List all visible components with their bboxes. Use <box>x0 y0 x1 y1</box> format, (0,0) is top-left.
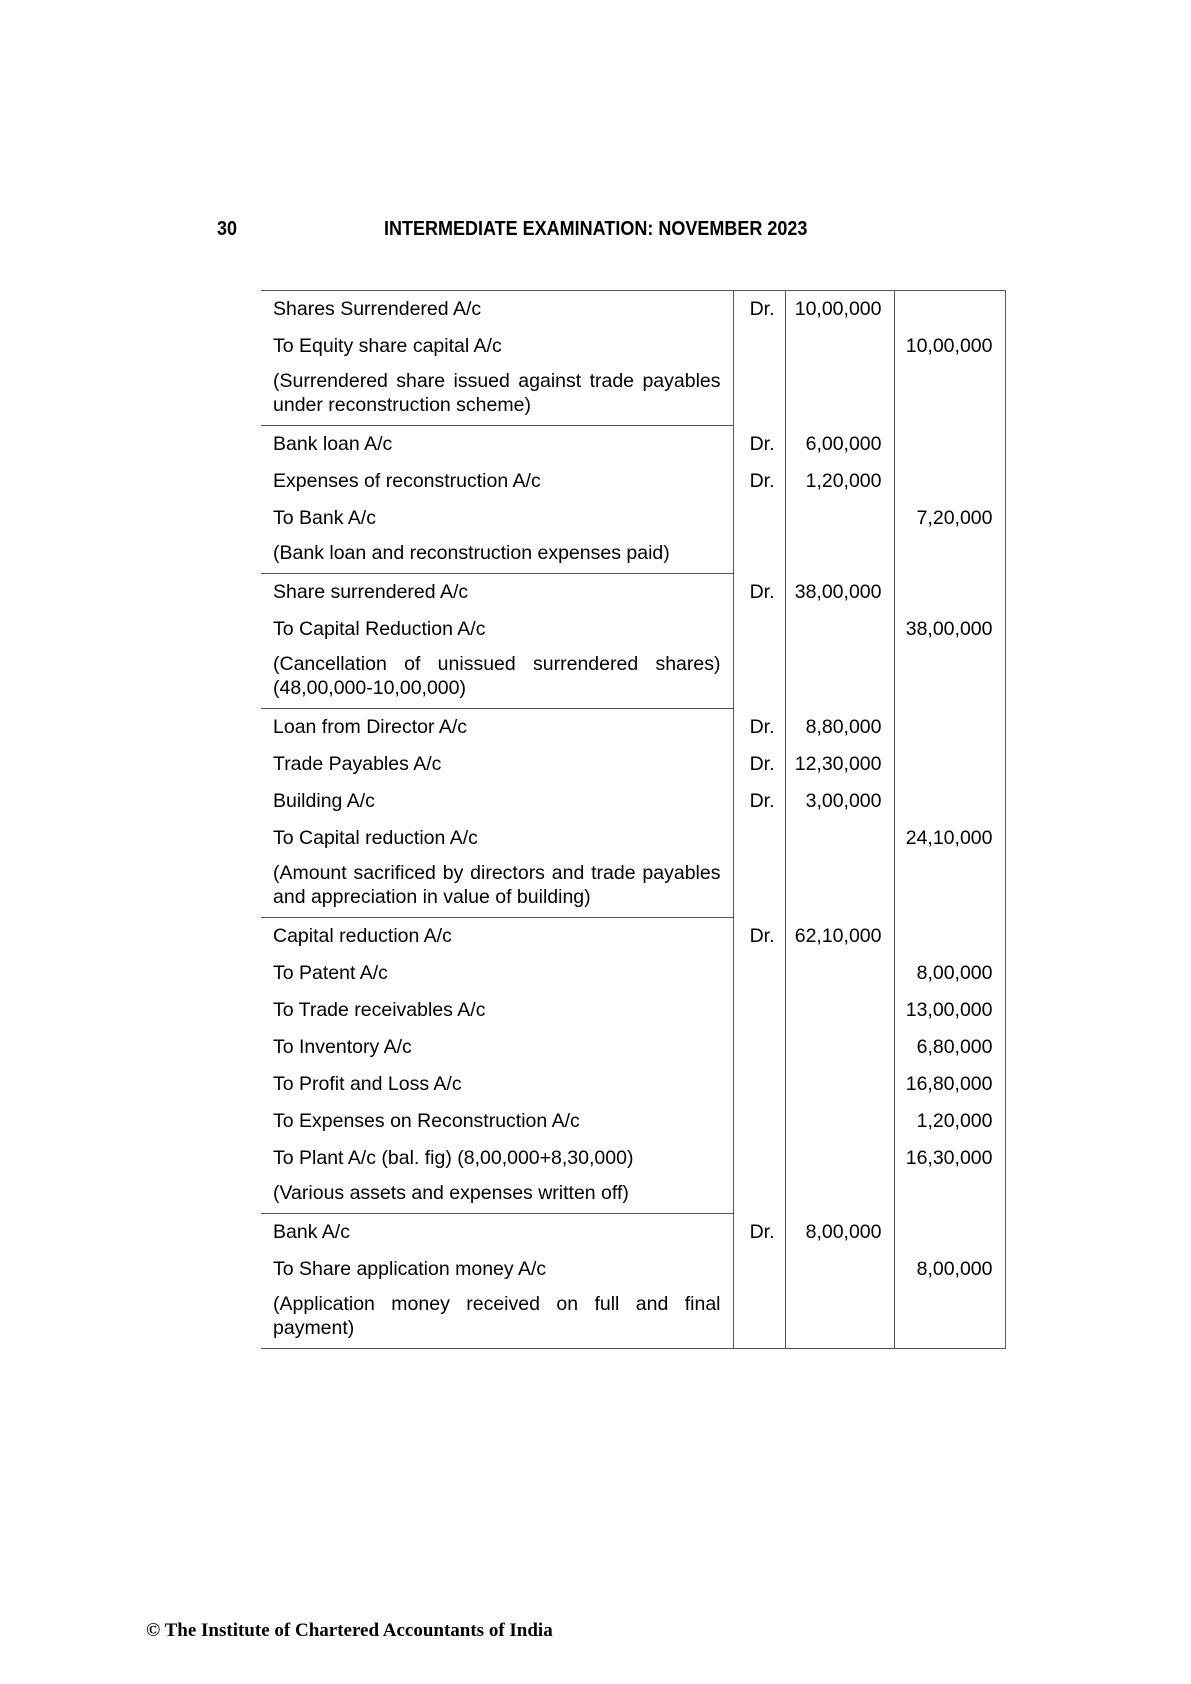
credit-amount-cell <box>894 918 1005 956</box>
empty-cell <box>733 1288 785 1349</box>
narration-text: (Amount sacrificed by directors and trade payables and appreciation in value of building) <box>273 862 721 908</box>
journal-line <box>261 992 1005 1029</box>
journal-line <box>261 611 1005 648</box>
narration-text: (Various assets and expenses written off) <box>273 1182 629 1204</box>
empty-cell <box>894 1177 1005 1214</box>
particular-cell: Trade Payables A/c <box>273 753 442 775</box>
narration-row <box>261 365 1005 426</box>
particular-cell: To Share application money A/c <box>273 1258 547 1280</box>
empty-cell <box>733 365 785 426</box>
narration-row <box>261 857 1005 918</box>
credit-amount-cell <box>894 463 1005 500</box>
particular-cell: Building A/c <box>273 790 375 812</box>
empty-cell <box>785 857 894 918</box>
narration-text: (Cancellation of unissued surrendered shares) (48,00,000-10,00,000) <box>273 653 721 699</box>
dr-marker-cell <box>733 1066 785 1103</box>
particular-cell: Capital reduction A/c <box>261 918 733 956</box>
dr-marker-cell <box>733 611 785 648</box>
empty-cell <box>785 365 894 426</box>
particular-cell: To Profit and Loss A/c <box>273 1073 462 1095</box>
dr-marker-cell: Dr. <box>733 1214 785 1252</box>
journal-line <box>261 1066 1005 1103</box>
journal-line <box>261 463 1005 500</box>
particular-cell: To Capital reduction A/c <box>273 827 478 849</box>
narration-row <box>261 1177 1005 1214</box>
debit-amount-cell <box>785 955 894 992</box>
dr-marker-cell: Dr. <box>733 783 785 820</box>
particular-cell: Shares Surrendered A/c <box>261 291 733 329</box>
debit-amount-cell: 12,30,000 <box>785 746 894 783</box>
journal-line <box>261 1140 1005 1177</box>
debit-amount-cell <box>785 992 894 1029</box>
dr-marker-cell <box>733 328 785 365</box>
empty-cell <box>785 648 894 709</box>
particular-cell: To Inventory A/c <box>273 1036 412 1058</box>
debit-amount-cell <box>785 1140 894 1177</box>
copyright-footer: © The Institute of Chartered Accountants of India <box>146 1620 553 1641</box>
narration-row <box>261 648 1005 709</box>
debit-amount-cell: 10,00,000 <box>785 291 894 329</box>
empty-cell <box>733 537 785 574</box>
dr-marker-cell <box>733 820 785 857</box>
page-header <box>0 218 1191 248</box>
dr-marker-cell <box>733 1251 785 1288</box>
credit-amount-cell: 6,80,000 <box>894 1029 1005 1066</box>
particular-cell: Bank loan A/c <box>261 426 733 464</box>
particular-cell: Loan from Director A/c <box>261 709 733 747</box>
journal-line <box>261 955 1005 992</box>
empty-cell <box>894 537 1005 574</box>
journal-line <box>261 291 1005 329</box>
dr-marker-cell: Dr. <box>733 746 785 783</box>
dr-marker-cell: Dr. <box>733 426 785 464</box>
journal-line <box>261 1214 1005 1252</box>
debit-amount-cell: 8,00,000 <box>785 1214 894 1252</box>
empty-cell <box>894 648 1005 709</box>
journal-line <box>261 574 1005 612</box>
journal-line <box>261 426 1005 464</box>
dr-marker-cell: Dr. <box>733 463 785 500</box>
debit-amount-cell: 3,00,000 <box>785 783 894 820</box>
empty-cell <box>733 857 785 918</box>
credit-amount-cell: 10,00,000 <box>894 328 1005 365</box>
debit-amount-cell: 62,10,000 <box>785 918 894 956</box>
credit-amount-cell <box>894 746 1005 783</box>
credit-amount-cell: 8,00,000 <box>894 1251 1005 1288</box>
particular-cell: To Trade receivables A/c <box>273 999 486 1021</box>
dr-marker-cell <box>733 1103 785 1140</box>
journal-line <box>261 328 1005 365</box>
journal-line <box>261 1103 1005 1140</box>
debit-amount-cell <box>785 1066 894 1103</box>
journal-line <box>261 1251 1005 1288</box>
credit-amount-cell <box>894 291 1005 329</box>
dr-marker-cell: Dr. <box>733 918 785 956</box>
debit-amount-cell: 6,00,000 <box>785 426 894 464</box>
dr-marker-cell: Dr. <box>733 574 785 612</box>
credit-amount-cell <box>894 574 1005 612</box>
particular-cell: Expenses of reconstruction A/c <box>273 470 541 492</box>
credit-amount-cell: 16,80,000 <box>894 1066 1005 1103</box>
credit-amount-cell <box>894 426 1005 464</box>
dr-marker-cell: Dr. <box>733 709 785 747</box>
empty-cell <box>785 537 894 574</box>
particular-cell: To Equity share capital A/c <box>273 335 502 357</box>
debit-amount-cell <box>785 820 894 857</box>
dr-marker-cell <box>733 955 785 992</box>
debit-amount-cell: 1,20,000 <box>785 463 894 500</box>
credit-amount-cell <box>894 709 1005 747</box>
journal-body <box>261 291 1005 1349</box>
debit-amount-cell <box>785 1103 894 1140</box>
credit-amount-cell: 8,00,000 <box>894 955 1005 992</box>
empty-cell <box>733 1177 785 1214</box>
dr-marker-cell <box>733 1140 785 1177</box>
dr-marker-cell <box>733 992 785 1029</box>
narration-row <box>261 1288 1005 1349</box>
credit-amount-cell: 13,00,000 <box>894 992 1005 1029</box>
dr-marker-cell: Dr. <box>733 291 785 329</box>
narration-text: (Bank loan and reconstruction expenses paid) <box>273 542 670 564</box>
narration-text: (Surrendered share issued against trade payables under reconstruction scheme) <box>273 370 721 416</box>
credit-amount-cell: 24,10,000 <box>894 820 1005 857</box>
empty-cell <box>894 857 1005 918</box>
empty-cell <box>894 365 1005 426</box>
credit-amount-cell: 7,20,000 <box>894 500 1005 537</box>
empty-cell <box>733 648 785 709</box>
journal-entries-table <box>261 290 1006 1349</box>
debit-amount-cell <box>785 1029 894 1066</box>
dr-marker-cell <box>733 500 785 537</box>
credit-amount-cell: 16,30,000 <box>894 1140 1005 1177</box>
debit-amount-cell <box>785 500 894 537</box>
credit-amount-cell <box>894 783 1005 820</box>
journal-line <box>261 783 1005 820</box>
particular-cell: To Expenses on Reconstruction A/c <box>273 1110 580 1132</box>
particular-cell: Share surrendered A/c <box>261 574 733 612</box>
credit-amount-cell: 38,00,000 <box>894 611 1005 648</box>
narration-text: (Application money received on full and final payment) <box>261 1288 733 1349</box>
journal-line <box>261 820 1005 857</box>
empty-cell <box>785 1177 894 1214</box>
debit-amount-cell <box>785 611 894 648</box>
credit-amount-cell: 1,20,000 <box>894 1103 1005 1140</box>
debit-amount-cell: 38,00,000 <box>785 574 894 612</box>
particular-cell: To Capital Reduction A/c <box>273 618 486 640</box>
debit-amount-cell <box>785 328 894 365</box>
particular-cell: To Bank A/c <box>273 507 376 529</box>
journal-line <box>261 709 1005 747</box>
particular-cell: Bank A/c <box>261 1214 733 1252</box>
debit-amount-cell <box>785 1251 894 1288</box>
credit-amount-cell <box>894 1214 1005 1252</box>
page-title: INTERMEDIATE EXAMINATION: NOVEMBER 2023 <box>384 218 808 240</box>
journal-line <box>261 918 1005 956</box>
dr-marker-cell <box>733 1029 785 1066</box>
journal-line <box>261 746 1005 783</box>
debit-amount-cell: 8,80,000 <box>785 709 894 747</box>
particular-cell: To Plant A/c (bal. fig) (8,00,000+8,30,000) <box>273 1147 634 1169</box>
empty-cell <box>785 1288 894 1349</box>
narration-row <box>261 537 1005 574</box>
empty-cell <box>894 1288 1005 1349</box>
particular-cell: To Patent A/c <box>273 962 388 984</box>
journal-line <box>261 1029 1005 1066</box>
journal-line <box>261 500 1005 537</box>
page-number: 30 <box>217 218 238 240</box>
